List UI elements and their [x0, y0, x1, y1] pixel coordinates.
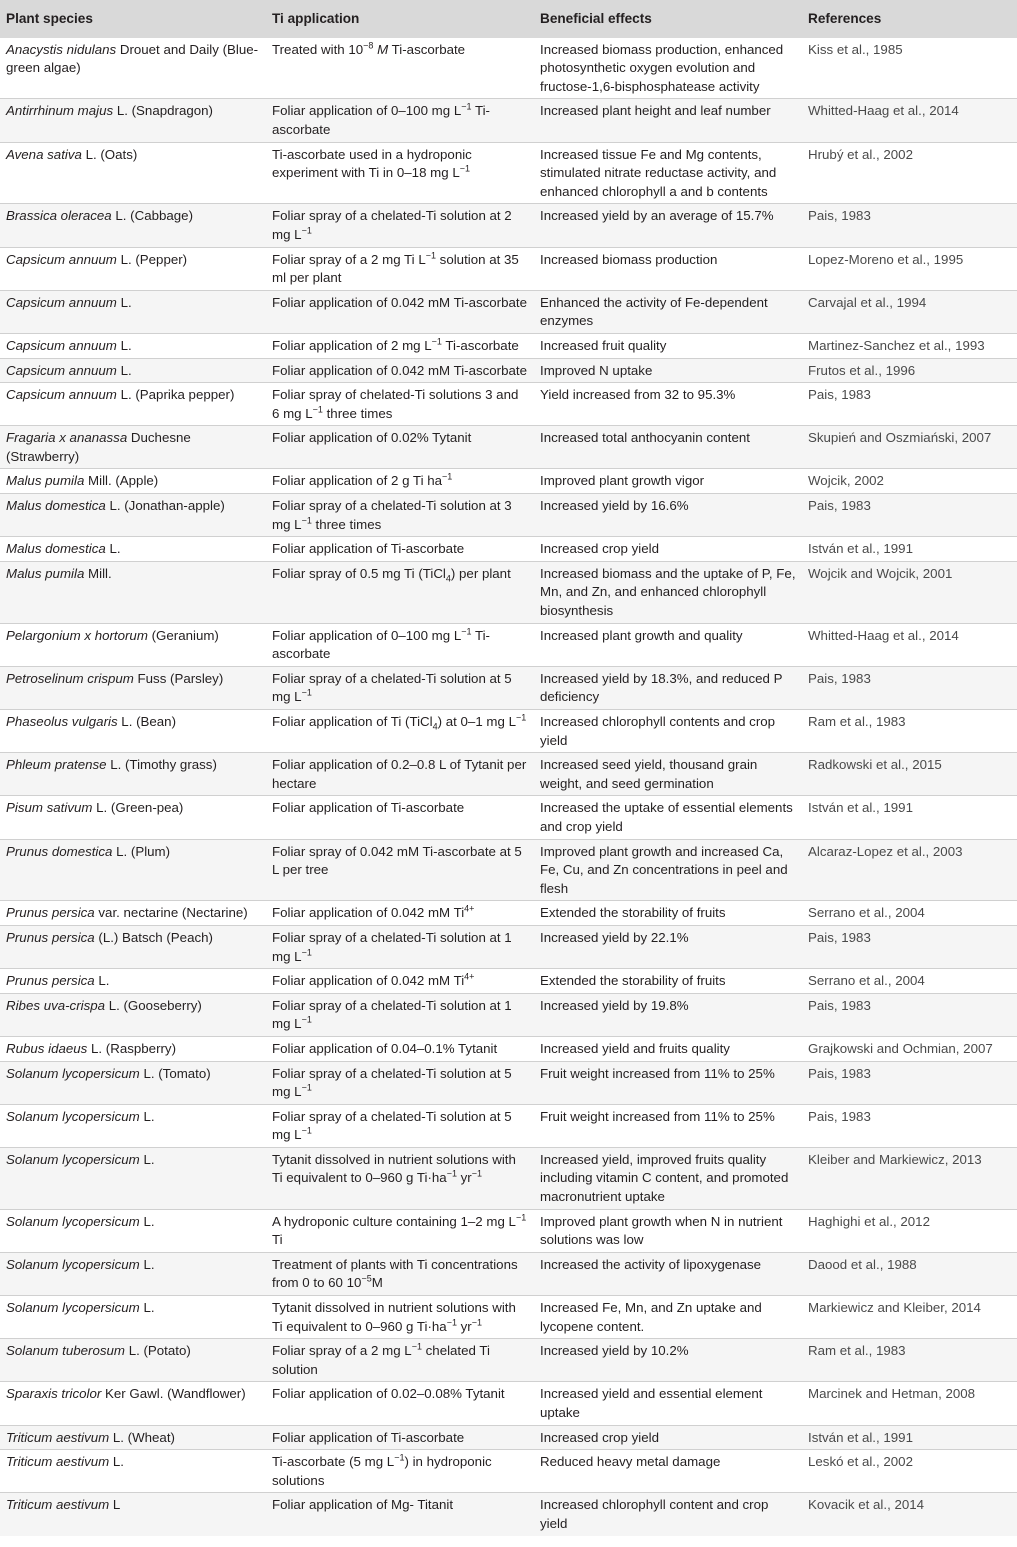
- cell-plant-species: Malus pumila Mill.: [0, 561, 266, 623]
- table-row: [0, 1036, 1017, 1061]
- cell-ti-application: Foliar application of 0–100 mg $L^{-1}$ Ti-ascorbate: [266, 623, 534, 666]
- cell-beneficial-effects: Increased biomass production: [534, 247, 802, 290]
- cell-plant-species: Avena sativa L. (Oats): [0, 142, 266, 204]
- header-ti-application: Ti application: [266, 0, 534, 38]
- cell-beneficial-effects: Increased total anthocyanin content: [534, 426, 802, 469]
- table-row: [0, 426, 1017, 469]
- table-row: [0, 99, 1017, 142]
- cell-plant-species: Pelargonium x hortorum (Geranium): [0, 623, 266, 666]
- header-references: References: [802, 0, 1017, 38]
- cell-plant-species: Solanum lycopersicum L.: [0, 1147, 266, 1209]
- cell-ti-application: Foliar spray of a chelated-Ti solution at 1 mg $L^{-1}$: [266, 993, 534, 1036]
- table-body: [0, 38, 1017, 1536]
- cell-ti-application: A hydroponic culture containing 1–2 mg $L^{-1}$ Ti: [266, 1209, 534, 1252]
- cell-plant-species: Malus pumila Mill. (Apple): [0, 469, 266, 494]
- table-row: [0, 925, 1017, 968]
- table-row: [0, 290, 1017, 333]
- cell-ti-application: Foliar application of Ti (TiCl$_4$) at 0–1 mg $L^{-1}$: [266, 710, 534, 753]
- cell-reference: Ram et al., 1983: [802, 710, 1017, 753]
- table-row: [0, 796, 1017, 839]
- table-row: [0, 333, 1017, 358]
- cell-beneficial-effects: Increased yield, improved fruits quality including vitamin C content, and promoted macronutrient uptake: [534, 1147, 802, 1209]
- table-row: [0, 623, 1017, 666]
- cell-ti-application: Foliar spray of chelated-Ti solutions 3 and 6 mg $L^{-1}$ three times: [266, 383, 534, 426]
- cell-ti-application: Foliar application of 2 g Ti $ha^{-1}$: [266, 469, 534, 494]
- cell-plant-species: Rubus idaeus L. (Raspberry): [0, 1036, 266, 1061]
- cell-ti-application: Tytanit dissolved in nutrient solutions with Ti equivalent to 0–960 g $Ti\cdot ha^{-1}$ $yr^{-1}$: [266, 1147, 534, 1209]
- cell-reference: Markiewicz and Kleiber, 2014: [802, 1296, 1017, 1339]
- cell-beneficial-effects: Improved plant growth and increased Ca, Fe, Cu, and Zn concentrations in peel and flesh: [534, 839, 802, 901]
- cell-beneficial-effects: Increased the uptake of essential elements and crop yield: [534, 796, 802, 839]
- table-row: [0, 969, 1017, 994]
- cell-beneficial-effects: Increased chlorophyll content and crop yield: [534, 1493, 802, 1536]
- table-row: [0, 494, 1017, 537]
- table-row: [0, 358, 1017, 383]
- table-row: [0, 901, 1017, 926]
- cell-beneficial-effects: Improved plant growth when N in nutrient solutions was low: [534, 1209, 802, 1252]
- cell-plant-species: Anacystis nidulans Drouet and Daily (Blue-green algae): [0, 38, 266, 99]
- cell-plant-species: Prunus persica L.: [0, 969, 266, 994]
- cell-reference: Haghighi et al., 2012: [802, 1209, 1017, 1252]
- cell-plant-species: Phleum pratense L. (Timothy grass): [0, 753, 266, 796]
- cell-ti-application: Treatment of plants with Ti concentrations from 0 to 60 $10^{-5}M$: [266, 1252, 534, 1295]
- cell-plant-species: Fragaria x ananassa Duchesne (Strawberry): [0, 426, 266, 469]
- cell-reference: István et al., 1991: [802, 796, 1017, 839]
- cell-beneficial-effects: Extended the storability of fruits: [534, 969, 802, 994]
- cell-beneficial-effects: Enhanced the activity of Fe-dependent enzymes: [534, 290, 802, 333]
- cell-reference: Pais, 1983: [802, 666, 1017, 709]
- cell-plant-species: Solanum lycopersicum L.: [0, 1209, 266, 1252]
- cell-plant-species: Triticum aestivum L: [0, 1493, 266, 1536]
- cell-ti-application: Foliar spray of a 2 mg $L^{-1}$ chelated Ti solution: [266, 1339, 534, 1382]
- cell-plant-species: Capsicum annuum L. (Pepper): [0, 247, 266, 290]
- cell-reference: Skupień and Oszmiański, 2007: [802, 426, 1017, 469]
- cell-reference: Kiss et al., 1985: [802, 38, 1017, 99]
- cell-plant-species: Solanum lycopersicum L.: [0, 1296, 266, 1339]
- cell-plant-species: Malus domestica L. (Jonathan-apple): [0, 494, 266, 537]
- cell-ti-application: Foliar spray of a 2 mg Ti $L^{-1}$ solution at 35 ml per plant: [266, 247, 534, 290]
- cell-reference: Wojcik, 2002: [802, 469, 1017, 494]
- cell-reference: Pais, 1983: [802, 993, 1017, 1036]
- cell-ti-application: Foliar spray of a chelated-Ti solution at 5 mg $L^{-1}$: [266, 1104, 534, 1147]
- cell-reference: Whitted-Haag et al., 2014: [802, 623, 1017, 666]
- cell-plant-species: Triticum aestivum L.: [0, 1450, 266, 1493]
- cell-reference: Pais, 1983: [802, 925, 1017, 968]
- cell-plant-species: Petroselinum crispum Fuss (Parsley): [0, 666, 266, 709]
- table-row: [0, 537, 1017, 562]
- table-row: [0, 204, 1017, 247]
- cell-reference: Daood et al., 1988: [802, 1252, 1017, 1295]
- cell-beneficial-effects: Reduced heavy metal damage: [534, 1450, 802, 1493]
- cell-plant-species: Solanum tuberosum L. (Potato): [0, 1339, 266, 1382]
- cell-plant-species: Capsicum annuum L.: [0, 290, 266, 333]
- cell-ti-application: Foliar spray of a chelated-Ti solution at 5 mg $L^{-1}$: [266, 1061, 534, 1104]
- cell-beneficial-effects: Increased yield by 18.3%, and reduced P deficiency: [534, 666, 802, 709]
- cell-ti-application: Foliar application of 0.02–0.08% Tytanit: [266, 1382, 534, 1425]
- cell-ti-application: Ti-ascorbate used in a hydroponic experiment with Ti in 0–18 mg $L^{-1}$: [266, 142, 534, 204]
- cell-ti-application: Foliar spray of a chelated-Ti solution at 2 mg $L^{-1}$: [266, 204, 534, 247]
- table-header: [0, 0, 1017, 38]
- cell-plant-species: Solanum lycopersicum L.: [0, 1252, 266, 1295]
- cell-plant-species: Solanum lycopersicum L.: [0, 1104, 266, 1147]
- cell-ti-application: Foliar application of Ti-ascorbate: [266, 1425, 534, 1450]
- cell-reference: Marcinek and Hetman, 2008: [802, 1382, 1017, 1425]
- cell-plant-species: Capsicum annuum L.: [0, 333, 266, 358]
- table-row: [0, 710, 1017, 753]
- cell-ti-application: Foliar application of 0.042 mM $Ti^{4+}$: [266, 901, 534, 926]
- cell-beneficial-effects: Increased yield by an average of 15.7%: [534, 204, 802, 247]
- cell-reference: István et al., 1991: [802, 537, 1017, 562]
- cell-plant-species: Triticum aestivum L. (Wheat): [0, 1425, 266, 1450]
- cell-beneficial-effects: Increased the activity of lipoxygenase: [534, 1252, 802, 1295]
- table-row: [0, 1104, 1017, 1147]
- cell-plant-species: Antirrhinum majus L. (Snapdragon): [0, 99, 266, 142]
- cell-beneficial-effects: Yield increased from 32 to 95.3%: [534, 383, 802, 426]
- cell-ti-application: Foliar application of 0.042 mM Ti-ascorbate: [266, 290, 534, 333]
- header-plant-species: Plant species: [0, 0, 266, 38]
- cell-beneficial-effects: Increased crop yield: [534, 1425, 802, 1450]
- table-row: [0, 1425, 1017, 1450]
- cell-beneficial-effects: Increased plant growth and quality: [534, 623, 802, 666]
- cell-beneficial-effects: Increased crop yield: [534, 537, 802, 562]
- table-row: [0, 142, 1017, 204]
- cell-reference: Kleiber and Markiewicz, 2013: [802, 1147, 1017, 1209]
- table-row: [0, 993, 1017, 1036]
- cell-reference: Whitted-Haag et al., 2014: [802, 99, 1017, 142]
- cell-ti-application: Foliar application of 0.04–0.1% Tytanit: [266, 1036, 534, 1061]
- cell-beneficial-effects: Increased yield by 10.2%: [534, 1339, 802, 1382]
- cell-beneficial-effects: Improved plant growth vigor: [534, 469, 802, 494]
- cell-reference: Serrano et al., 2004: [802, 901, 1017, 926]
- cell-plant-species: Phaseolus vulgaris L. (Bean): [0, 710, 266, 753]
- cell-reference: Serrano et al., 2004: [802, 969, 1017, 994]
- cell-beneficial-effects: Increased tissue Fe and Mg contents, stimulated nitrate reductase activity, and enhanced chlorophyll a and b contents: [534, 142, 802, 204]
- cell-ti-application: Foliar application of 0–100 mg $L^{-1}$ Ti-ascorbate: [266, 99, 534, 142]
- cell-beneficial-effects: Fruit weight increased from 11% to 25%: [534, 1061, 802, 1104]
- table-row: [0, 1209, 1017, 1252]
- cell-reference: Frutos et al., 1996: [802, 358, 1017, 383]
- cell-reference: Lopez-Moreno et al., 1995: [802, 247, 1017, 290]
- cell-reference: Pais, 1983: [802, 1104, 1017, 1147]
- cell-reference: Grajkowski and Ochmian, 2007: [802, 1036, 1017, 1061]
- table-row: [0, 666, 1017, 709]
- cell-plant-species: Sparaxis tricolor Ker Gawl. (Wandflower): [0, 1382, 266, 1425]
- cell-plant-species: Pisum sativum L. (Green-pea): [0, 796, 266, 839]
- cell-beneficial-effects: Fruit weight increased from 11% to 25%: [534, 1104, 802, 1147]
- cell-plant-species: Ribes uva-crispa L. (Gooseberry): [0, 993, 266, 1036]
- table-row: [0, 383, 1017, 426]
- table-row: [0, 1252, 1017, 1295]
- cell-ti-application: Foliar spray of a chelated-Ti solution at 1 mg $L^{-1}$: [266, 925, 534, 968]
- cell-plant-species: Prunus persica (L.) Batsch (Peach): [0, 925, 266, 968]
- cell-reference: István et al., 1991: [802, 1425, 1017, 1450]
- cell-plant-species: Prunus domestica L. (Plum): [0, 839, 266, 901]
- cell-ti-application: Foliar spray of a chelated-Ti solution at 3 mg $L^{-1}$ three times: [266, 494, 534, 537]
- cell-reference: Kovacik et al., 2014: [802, 1493, 1017, 1536]
- cell-plant-species: Prunus persica var. nectarine (Nectarine): [0, 901, 266, 926]
- cell-plant-species: Malus domestica L.: [0, 537, 266, 562]
- table-row: [0, 247, 1017, 290]
- table-row: [0, 561, 1017, 623]
- cell-beneficial-effects: Increased biomass production, enhanced photosynthetic oxygen evolution and fructose-1,6-bisphosphatease activity: [534, 38, 802, 99]
- cell-plant-species: Solanum lycopersicum L. (Tomato): [0, 1061, 266, 1104]
- cell-beneficial-effects: Increased yield by 22.1%: [534, 925, 802, 968]
- table-row: [0, 1493, 1017, 1536]
- cell-ti-application: Foliar application of Mg- Titanit: [266, 1493, 534, 1536]
- cell-reference: Wojcik and Wojcik, 2001: [802, 561, 1017, 623]
- cell-ti-application: Foliar application of 0.042 mM $Ti^{4+}$: [266, 969, 534, 994]
- table-row: [0, 1382, 1017, 1425]
- cell-ti-application: Foliar application of 0.042 mM Ti-ascorbate: [266, 358, 534, 383]
- cell-ti-application: Foliar spray of 0.5 mg Ti (TiCl$_4$) per plant: [266, 561, 534, 623]
- cell-reference: Leskó et al., 2002: [802, 1450, 1017, 1493]
- cell-reference: Martinez-Sanchez et al., 1993: [802, 333, 1017, 358]
- cell-ti-application: Tytanit dissolved in nutrient solutions with Ti equivalent to 0–960 g $Ti\cdot ha^{-1}$ $yr^{-1}$: [266, 1296, 534, 1339]
- cell-beneficial-effects: Extended the storability of fruits: [534, 901, 802, 926]
- cell-ti-application: Foliar spray of a chelated-Ti solution at 5 mg $L^{-1}$: [266, 666, 534, 709]
- cell-ti-application: Foliar application of Ti-ascorbate: [266, 537, 534, 562]
- cell-beneficial-effects: Increased biomass and the uptake of P, Fe, Mn, and Zn, and enhanced chlorophyll biosynthesis: [534, 561, 802, 623]
- cell-ti-application: Foliar application of Ti-ascorbate: [266, 796, 534, 839]
- cell-reference: Alcaraz-Lopez et al., 2003: [802, 839, 1017, 901]
- cell-ti-application: Foliar application of 0.2–0.8 L of Tytanit per hectare: [266, 753, 534, 796]
- cell-reference: Pais, 1983: [802, 204, 1017, 247]
- table-row: [0, 469, 1017, 494]
- cell-beneficial-effects: Increased yield and essential element uptake: [534, 1382, 802, 1425]
- cell-beneficial-effects: Increased yield by 16.6%: [534, 494, 802, 537]
- table-row: [0, 839, 1017, 901]
- cell-beneficial-effects: Increased plant height and leaf number: [534, 99, 802, 142]
- table-row: [0, 1450, 1017, 1493]
- cell-reference: Ram et al., 1983: [802, 1339, 1017, 1382]
- cell-ti-application: Treated with $10^{-8}$ M Ti-ascorbate: [266, 38, 534, 99]
- cell-ti-application: Ti-ascorbate (5 mg $L^{-1}$) in hydroponic solutions: [266, 1450, 534, 1493]
- table-row: [0, 1296, 1017, 1339]
- cell-beneficial-effects: Improved N uptake: [534, 358, 802, 383]
- cell-beneficial-effects: Increased fruit quality: [534, 333, 802, 358]
- header-beneficial-effects: Beneficial effects: [534, 0, 802, 38]
- cell-beneficial-effects: Increased chlorophyll contents and crop yield: [534, 710, 802, 753]
- table-row: [0, 1147, 1017, 1209]
- cell-beneficial-effects: Increased Fe, Mn, and Zn uptake and lycopene content.: [534, 1296, 802, 1339]
- cell-beneficial-effects: Increased yield by 19.8%: [534, 993, 802, 1036]
- cell-reference: Radkowski et al., 2015: [802, 753, 1017, 796]
- cell-plant-species: Brassica oleracea L. (Cabbage): [0, 204, 266, 247]
- cell-ti-application: Foliar application of 0.02% Tytanit: [266, 426, 534, 469]
- table-row: [0, 38, 1017, 99]
- table-row: [0, 1339, 1017, 1382]
- cell-reference: Pais, 1983: [802, 494, 1017, 537]
- header-row: [0, 0, 1017, 38]
- cell-beneficial-effects: Increased seed yield, thousand grain weight, and seed germination: [534, 753, 802, 796]
- table-row: [0, 753, 1017, 796]
- cell-reference: Pais, 1983: [802, 1061, 1017, 1104]
- cell-reference: Hrubý et al., 2002: [802, 142, 1017, 204]
- table-row: [0, 1061, 1017, 1104]
- cell-reference: Carvajal et al., 1994: [802, 290, 1017, 333]
- cell-ti-application: Foliar application of 2 mg $L^{-1}$ Ti-ascorbate: [266, 333, 534, 358]
- cell-beneficial-effects: Increased yield and fruits quality: [534, 1036, 802, 1061]
- cell-plant-species: Capsicum annuum L.: [0, 358, 266, 383]
- cell-plant-species: Capsicum annuum L. (Paprika pepper): [0, 383, 266, 426]
- cell-ti-application: Foliar spray of 0.042 mM Ti-ascorbate at 5 L per tree: [266, 839, 534, 901]
- cell-reference: Pais, 1983: [802, 383, 1017, 426]
